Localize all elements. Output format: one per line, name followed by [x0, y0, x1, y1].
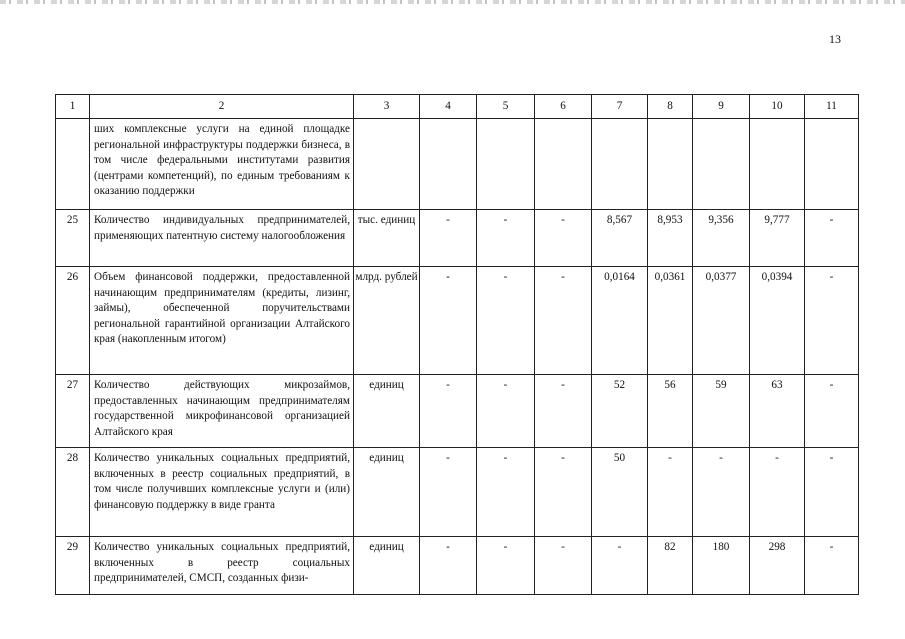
value-cell: 59 [693, 375, 750, 448]
value-cell: - [420, 375, 477, 448]
indicator-name: Количество уникальных социальных предприятий, включенных в реестр социальных предпринимателей, СМСП, созданных физи- [90, 537, 354, 595]
row-number [56, 119, 90, 210]
indicator-name: Количество действующих микрозаймов, предоставленных начинающим предпринимателям государственной микрофинансовой организацией Алтайского края [90, 375, 354, 448]
column-number: 10 [750, 95, 805, 119]
unit: единиц [354, 448, 420, 537]
value-cell: 50 [592, 448, 648, 537]
value-cell: - [805, 375, 859, 448]
column-number: 11 [805, 95, 859, 119]
column-number: 7 [592, 95, 648, 119]
value-cell: - [477, 267, 535, 375]
value-cell: - [477, 375, 535, 448]
value-cell [420, 119, 477, 210]
value-cell: - [477, 448, 535, 537]
value-cell [477, 119, 535, 210]
unit [354, 119, 420, 210]
value-cell: - [477, 210, 535, 267]
value-cell: 82 [648, 537, 693, 595]
value-cell: - [535, 448, 592, 537]
column-number: 5 [477, 95, 535, 119]
value-cell: 52 [592, 375, 648, 448]
value-cell: - [750, 448, 805, 537]
value-cell: 9,356 [693, 210, 750, 267]
value-cell: - [805, 537, 859, 595]
value-cell: - [805, 210, 859, 267]
value-cell [805, 119, 859, 210]
column-number: 9 [693, 95, 750, 119]
value-cell: 0,0164 [592, 267, 648, 375]
column-number: 4 [420, 95, 477, 119]
row-number: 26 [56, 267, 90, 375]
unit: млрд. рублей [354, 267, 420, 375]
indicator-name: ших комплексные услуги на единой площадке региональной инфраструктуры поддержки бизнеса, в том числе федеральными институтами развития (центрами компетенций), по единым требованиям к оказанию поддержки [90, 119, 354, 210]
column-number: 6 [535, 95, 592, 119]
value-cell [648, 119, 693, 210]
value-cell: - [420, 448, 477, 537]
column-number: 1 [56, 95, 90, 119]
indicator-name: Количество уникальных социальных предприятий, включенных в реестр социальных предприятий, в том числе получивших комплексные услуги и (или) финансовую поддержку в виде гранта [90, 448, 354, 537]
column-number: 3 [354, 95, 420, 119]
value-cell: 0,0394 [750, 267, 805, 375]
value-cell: - [535, 375, 592, 448]
row-number: 28 [56, 448, 90, 537]
value-cell [693, 119, 750, 210]
indicator-name: Количество индивидуальных предпринимателей, применяющих патентную систему налогообложения [90, 210, 354, 267]
value-cell: 8,567 [592, 210, 648, 267]
unit: тыс. единиц [354, 210, 420, 267]
value-cell: - [535, 267, 592, 375]
indicator-table [55, 94, 859, 595]
indicator-name: Объем финансовой поддержки, предоставленной начинающим предпринимателям (кредиты, лизинг, займы), обеспеченной поручительствами региональной гарантийной организации Алтайского края (накопленным итогом) [90, 267, 354, 375]
value-cell: 9,777 [750, 210, 805, 267]
column-number: 2 [90, 95, 354, 119]
table-row [56, 119, 859, 210]
value-cell: 8,953 [648, 210, 693, 267]
column-number: 8 [648, 95, 693, 119]
value-cell: - [592, 537, 648, 595]
value-cell: - [420, 267, 477, 375]
table-row [56, 267, 859, 375]
value-cell: 56 [648, 375, 693, 448]
unit: единиц [354, 375, 420, 448]
value-cell: - [420, 537, 477, 595]
row-number: 25 [56, 210, 90, 267]
value-cell: - [535, 210, 592, 267]
value-cell: 0,0361 [648, 267, 693, 375]
table-row [56, 375, 859, 448]
value-cell: - [805, 267, 859, 375]
value-cell: - [535, 537, 592, 595]
unit: единиц [354, 537, 420, 595]
page-number: 13 [829, 32, 841, 46]
value-cell [750, 119, 805, 210]
value-cell: 180 [693, 537, 750, 595]
value-cell: - [477, 537, 535, 595]
value-cell: 0,0377 [693, 267, 750, 375]
value-cell: - [420, 210, 477, 267]
value-cell: - [805, 448, 859, 537]
value-cell: 298 [750, 537, 805, 595]
table-row [56, 537, 859, 595]
value-cell: - [648, 448, 693, 537]
value-cell [535, 119, 592, 210]
column-number-row [56, 95, 859, 119]
value-cell: 63 [750, 375, 805, 448]
row-number: 27 [56, 375, 90, 448]
value-cell [592, 119, 648, 210]
row-number: 29 [56, 537, 90, 595]
table-row [56, 448, 859, 537]
scan-edge-artifact [0, 0, 905, 4]
value-cell: - [693, 448, 750, 537]
table-row [56, 210, 859, 267]
